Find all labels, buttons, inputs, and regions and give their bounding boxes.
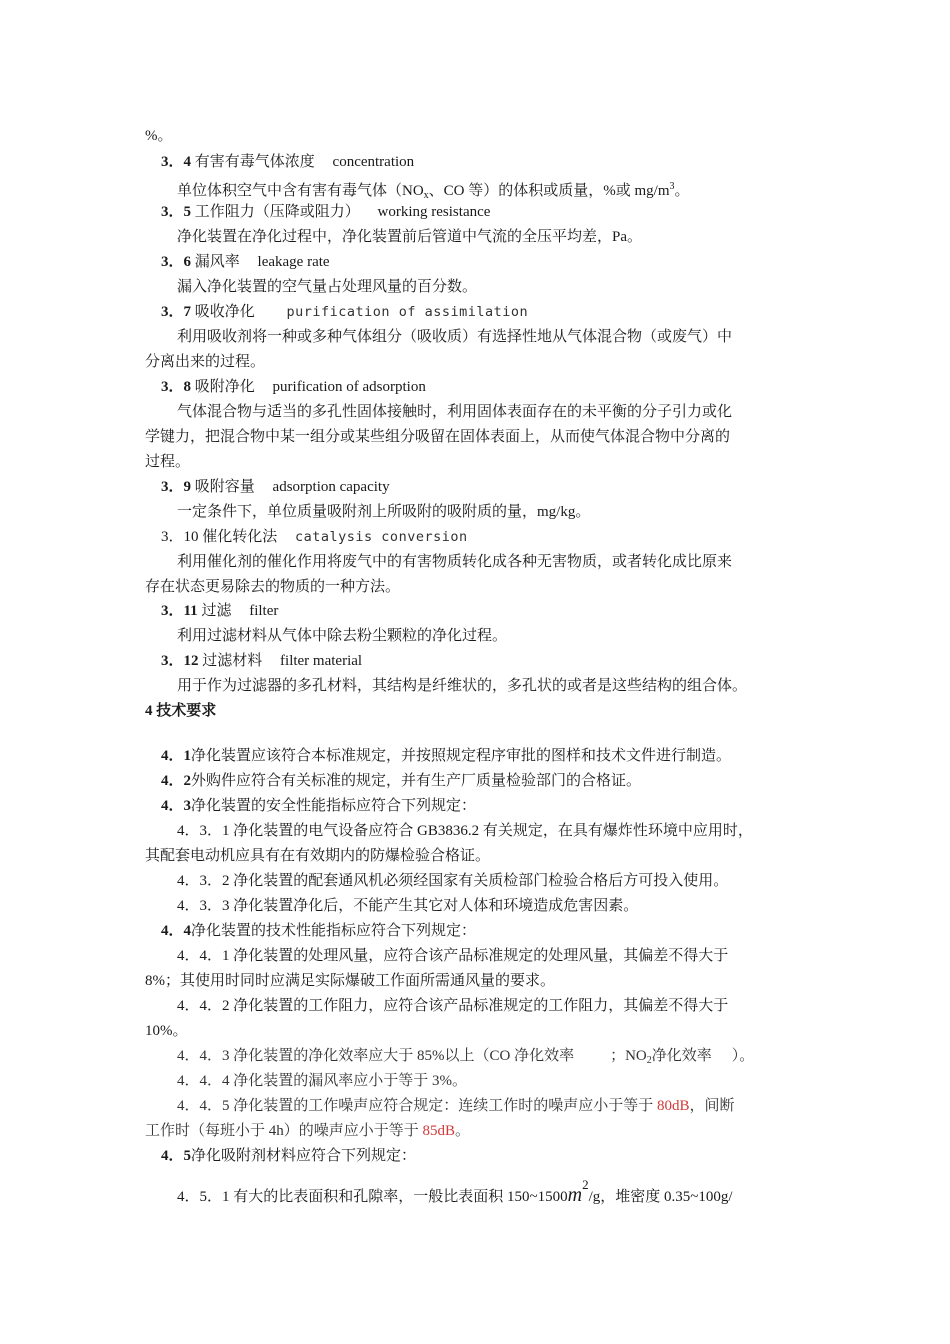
section-heading-3-5: 3．5 工作阻力（压降或阻力） working resistance [161, 204, 491, 220]
section-heading-3-7: 3．7 吸收净化 purification of assimilation [161, 304, 529, 320]
clause-text: 其配套电动机应具有在有效期内的防爆检验合格证。 [145, 848, 491, 864]
definition-text: 分离出来的过程。 [145, 354, 266, 370]
definition-text: 利用吸收剂将一种或多种气体组分（吸收质）有选择性地从气体混合物（或废气）中 [177, 329, 733, 345]
definition-text: 学键力，把混合物中某一组分或某些组分吸留在固体表面上，从而使气体混合物中分离的 [145, 429, 731, 445]
clause-4-5-1: 4．5．1 有大的比表面积和孔隙率，一般比表面积 150~1500m2/g，堆密度 0.35~100g/ [177, 1177, 733, 1206]
definition-text: 存在状态更易除去的物质的一种方法。 [145, 579, 401, 595]
definition-text: 气体混合物与适当的多孔性固体接触时，利用固体表面存在的未平衡的分子引力或化 [177, 404, 733, 420]
definition-text: 一定条件下，单位质量吸附剂上所吸附的吸附质的量，mg/kg。 [177, 504, 591, 520]
chapter-heading-4: 4 技术要求 [145, 703, 217, 719]
definition-text: 利用催化剂的催化作用将废气中的有害物质转化成各种无害物质，或者转化成比原来 [177, 554, 733, 570]
definition-text: 净化装置在净化过程中，净化装置前后管道中气流的全压平均差，Pa。 [177, 229, 643, 245]
section-heading-3-4: 3．4 有害有毒气体浓度 concentration [161, 154, 415, 170]
clause-4-3: 4．3净化装置的安全性能指标应符合下列规定： [161, 798, 477, 814]
definition-text: 漏入净化装置的空气量占处理风量的百分数。 [177, 279, 478, 295]
clause-4-4-4: 4．4．4 净化装置的漏风率应小于等于 3%。 [177, 1073, 467, 1089]
section-heading-3-6: 3．6 漏风率 leakage rate [161, 254, 330, 270]
clause-4-4-3: 4．4．3 净化装置的净化效率应大于 85%以上（CO 净化效率 ；$NO_2$净化效率 ）。 [177, 1048, 755, 1066]
noise-limit-intermittent: 85dB [422, 1123, 456, 1139]
definition-text: 用于作为过滤器的多孔材料，其结构是纤维状的，多孔状的或者是这些结构的组合体。 [177, 678, 748, 694]
section-heading-3-12: 3．12 过滤材料 filter material [161, 653, 363, 669]
clause-4-5: 4．5净化吸附剂材料应符合下列规定： [161, 1148, 417, 1164]
definition-text: 过程。 [145, 454, 191, 470]
clause-text: 8%；其使用时同时应满足实际爆破工作面所需通风量的要求。 [145, 973, 555, 989]
clause-text: 10%。 [145, 1023, 188, 1039]
clause-4-4-2: 4．4．2 净化装置的工作阻力，应符合该产品标准规定的工作阻力，其偏差不得大于 [177, 998, 729, 1014]
clause-text: 工作时（每班小于 4h）的噪声应小于等于 85dB。 [145, 1123, 471, 1139]
definition-text: 利用过滤材料从气体中除去粉尘颗粒的净化过程。 [177, 628, 508, 644]
section-heading-3-9: 3．9 吸附容量 adsorption capacity [161, 479, 390, 495]
clause-4-4-1: 4．4．1 净化装置的处理风量，应符合该产品标准规定的处理风量，其偏差不得大于 [177, 948, 729, 964]
clause-4-3-1: 4．3．1 净化装置的电气设备应符合 GB3836.2 有关规定，在具有爆炸性环境中应用时， [177, 823, 753, 839]
definition-text: 单位体积空气中含有害有毒气体（$NO_x$、CO 等）的体积或质量，%或 $mg/m^3$。 [177, 181, 690, 201]
clause-4-1: 4．1净化装置应该符合本标准规定，并按照规定程序审批的图样和技术文件进行制造。 [161, 748, 732, 764]
clause-4-4: 4．4净化装置的技术性能指标应符合下列规定： [161, 923, 477, 939]
clause-4-3-3: 4．3．3 净化装置净化后，不能产生其它对人体和环境造成危害因素。 [177, 898, 639, 914]
clause-4-4-5: 4．4．5 净化装置的工作噪声应符合规定：连续工作时的噪声应小于等于 80dB，间断 [177, 1098, 735, 1114]
clause-4-2: 4．2外购件应符合有关标准的规定，并有生产厂质量检验部门的合格证。 [161, 773, 642, 789]
section-heading-3-11: 3．11 过滤 filter [161, 603, 279, 619]
clause-4-3-2: 4．3．2 净化装置的配套通风机必须经国家有关质检部门检验合格后方可投入使用。 [177, 873, 729, 889]
section-heading-3-8: 3．8 吸附净化 purification of adsorption [161, 379, 426, 395]
noise-limit-continuous: 80dB [657, 1098, 690, 1114]
text-line: %。 [145, 128, 173, 144]
section-heading-3-10: 3．10 催化转化法 catalysis conversion [161, 529, 468, 545]
